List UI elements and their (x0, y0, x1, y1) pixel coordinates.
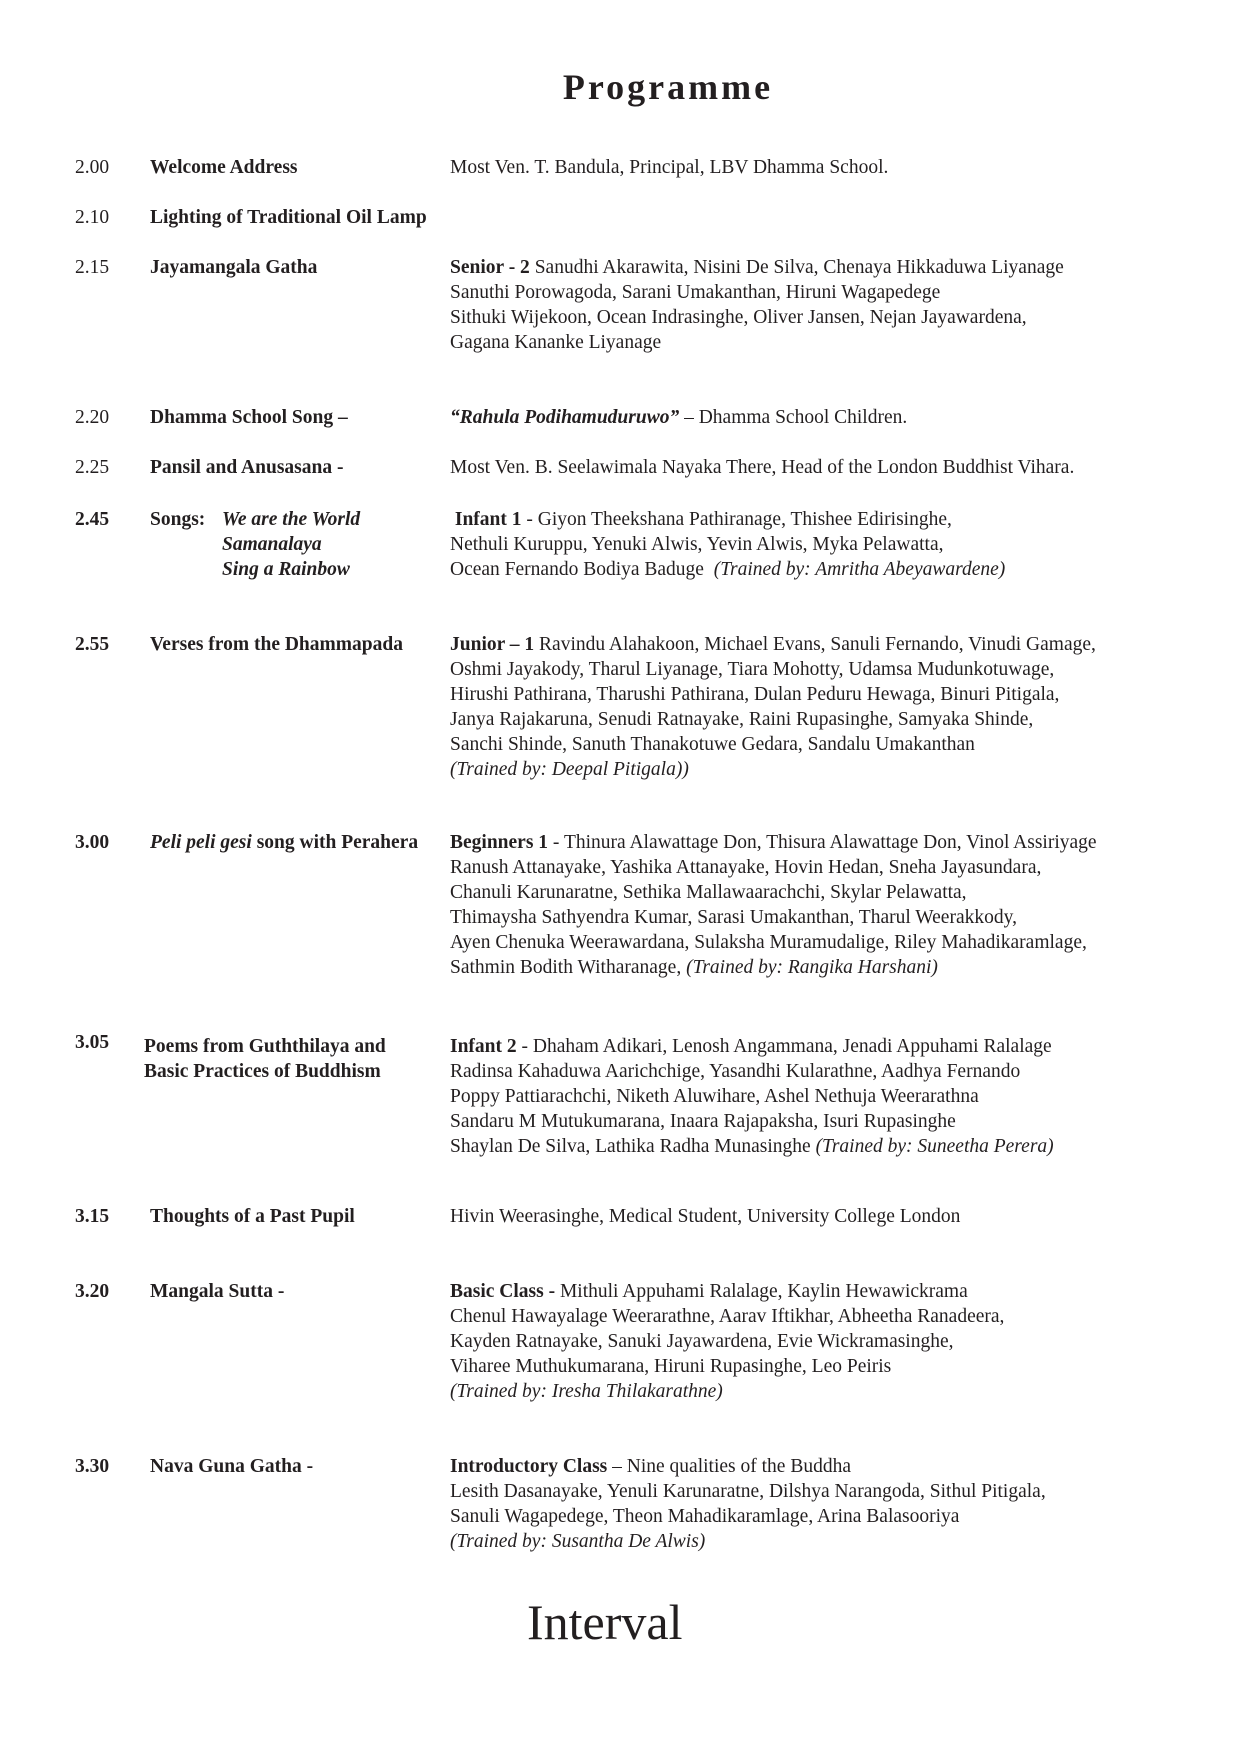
song-title: We are the World (222, 509, 361, 530)
item-detail (450, 455, 1074, 480)
detail-line: Ayen Chenuka Weerawardana, Sulaksha Muramudalige, Riley Mahadikaramlage, (450, 932, 1087, 953)
detail-text: – Nine qualities of the Buddha (612, 1456, 851, 1477)
song-title: “Rahula Podihamuduruwo” (450, 407, 680, 428)
detail-line (450, 1134, 1054, 1159)
detail-line: Thimaysha Sathyendra Kumar, Sarasi Umakanthan, Tharul Weerakkody, (450, 907, 1017, 928)
page-title: Programme (562, 67, 774, 107)
detail-line: Gagana Kananke Liyanage (450, 332, 662, 353)
trainer-credit: (Trained by: Suneetha Perera) (815, 1136, 1054, 1157)
item-detail (450, 255, 1064, 355)
trainer-credit: (Trained by: Iresha Thilakarathne) (450, 1381, 723, 1402)
detail-text: Ocean Fernando Bodiya Baduge (450, 559, 704, 580)
detail-text: - Giyon Theekshana Pathiranage, Thishee Edirisinghe, (526, 509, 952, 530)
item-name: Verses from the Dhammapada (150, 634, 403, 655)
detail-text: Mithuli Appuhami Ralalage, Kaylin Hewawickrama (559, 1281, 968, 1302)
detail-text: Shaylan De Silva, Lathika Radha Munasinghe (450, 1136, 811, 1157)
item-name: Lighting of Traditional Oil Lamp (150, 207, 427, 228)
item-name: Mangala Sutta - (150, 1281, 285, 1302)
item-time: 2.55 (75, 634, 110, 655)
detail-line: Sithuki Wijekoon, Ocean Indrasinghe, Oliver Jansen, Nejan Jayawardena, (450, 307, 1027, 328)
item-name: Dhamma School Song – (150, 407, 348, 428)
item-time: 3.15 (75, 1206, 110, 1227)
detail-line (450, 255, 1064, 280)
item-time: 3.05 (75, 1032, 110, 1053)
item-detail (450, 507, 1005, 582)
item-detail (450, 830, 1097, 980)
item-detail (450, 155, 888, 180)
detail-line: Most Ven. B. Seelawimala Nayaka There, Head of the London Buddhist Vihara. (450, 457, 1075, 478)
item-detail (450, 405, 907, 430)
item-name: Thoughts of a Past Pupil (150, 1206, 355, 1227)
detail-line: Janya Rajakaruna, Senudi Ratnayake, Raini Rupasinghe, Samyaka Shinde, (450, 709, 1034, 730)
detail-line: Lesith Dasanayake, Yenuli Karunaratne, Dilshya Narangoda, Sithul Pitigala, (450, 1481, 1046, 1502)
detail-text: - Dhaham Adikari, Lenosh Angammana, Jenadi Appuhami Ralalage (521, 1036, 1052, 1057)
detail-text: – Dhamma School Children. (684, 407, 908, 428)
trainer-credit: (Trained by: Susantha De Alwis) (450, 1531, 706, 1552)
item-name: Jayamangala Gatha (150, 257, 318, 278)
item-time: 2.00 (75, 157, 110, 178)
detail-line: Hivin Weerasinghe, Medical Student, University College London (450, 1206, 961, 1227)
class-label: Senior - 2 (450, 257, 530, 278)
item-detail (450, 1454, 1046, 1554)
detail-line (450, 557, 1005, 582)
songs-list (222, 507, 360, 582)
detail-line (450, 955, 1097, 980)
detail-text: - Thinura Alawattage Don, Thisura Alawattage Don, Vinol Assiriyage (552, 832, 1097, 853)
item-name-line: Poems from Guththilaya and (144, 1036, 386, 1057)
detail-line: Sanuli Wagapedege, Theon Mahadikaramlage, Arina Balasooriya (450, 1506, 960, 1527)
trainer-credit: (Trained by: Rangika Harshani) (686, 957, 938, 978)
detail-line (450, 830, 1097, 855)
item-name (150, 830, 418, 855)
detail-line (450, 1034, 1054, 1059)
item-detail (450, 1034, 1054, 1159)
detail-line (450, 1454, 1046, 1479)
item-name: Welcome Address (150, 157, 298, 178)
detail-line (450, 405, 907, 430)
item-name: Songs: (150, 509, 206, 530)
detail-line: Nethuli Kuruppu, Yenuki Alwis, Yevin Alwis, Myka Pelawatta, (450, 534, 944, 555)
detail-line: Poppy Pattiarachchi, Niketh Aluwihare, Ashel Nethuja Weerarathna (450, 1086, 979, 1107)
detail-text: Ravindu Alahakoon, Michael Evans, Sanuli Fernando, Vinudi Gamage, (539, 634, 1096, 655)
detail-line: Radinsa Kahaduwa Aarichchige, Yasandhi Kularathne, Aadhya Fernando (450, 1061, 1021, 1082)
trainer-credit: (Trained by: Amritha Abeyawardene) (713, 559, 1006, 580)
detail-line: Viharee Muthukumarana, Hiruni Rupasinghe, Leo Peiris (450, 1356, 892, 1377)
detail-line: Ranush Attanayake, Yashika Attanayake, Hovin Hedan, Sneha Jayasundara, (450, 857, 1042, 878)
class-label: Introductory Class (450, 1456, 608, 1477)
item-detail (450, 1204, 960, 1229)
item-time: 2.10 (75, 207, 110, 228)
song-title: Sing a Rainbow (222, 559, 350, 580)
trainer-credit: (Trained by: Deepal Pitigala)) (450, 759, 689, 780)
detail-line: Sanchi Shinde, Sanuth Thanakotuwe Gedara, Sandalu Umakanthan (450, 734, 975, 755)
class-label: Basic Class - (450, 1281, 556, 1302)
item-time: 3.20 (75, 1281, 110, 1302)
item-time: 2.45 (75, 509, 110, 530)
song-title: Peli peli gesi (150, 832, 252, 853)
detail-line (450, 632, 1096, 657)
item-detail (450, 1279, 1004, 1404)
detail-line (450, 507, 1005, 532)
detail-line: Chenul Hawayalage Weerarathne, Aarav Iftikhar, Abheetha Ranadeera, (450, 1306, 1005, 1327)
detail-line: Most Ven. T. Bandula, Principal, LBV Dhamma School. (450, 157, 889, 178)
class-label: Beginners 1 (450, 832, 549, 853)
detail-text: Sathmin Bodith Witharanage, (450, 957, 682, 978)
class-label: Infant 1 (454, 509, 522, 530)
detail-line: Sanuthi Porowagoda, Sarani Umakanthan, Hiruni Wagapedege (450, 282, 941, 303)
item-name-line: Basic Practices of Buddhism (144, 1061, 381, 1082)
item-name-rest: song with Perahera (251, 832, 419, 853)
item-time: 2.25 (75, 457, 110, 478)
class-label: Junior – 1 (450, 634, 535, 655)
detail-line (450, 1279, 1004, 1304)
detail-line: Kayden Ratnayake, Sanuki Jayawardena, Evie Wickramasinghe, (450, 1331, 954, 1352)
interval-heading: Interval (527, 1594, 683, 1650)
detail-text: Sanudhi Akarawita, Nisini De Silva, Chenaya Hikkaduwa Liyanage (534, 257, 1064, 278)
song-title: Samanalaya (222, 534, 322, 555)
item-time: 3.30 (75, 1456, 110, 1477)
item-time: 2.15 (75, 257, 110, 278)
detail-line: Sandaru M Mutukumarana, Inaara Rajapaksha, Isuri Rupasinghe (450, 1111, 956, 1132)
detail-line: Chanuli Karunaratne, Sethika Mallawaarachchi, Skylar Pelawatta, (450, 882, 967, 903)
item-detail (450, 632, 1096, 782)
item-time: 2.20 (75, 407, 110, 428)
detail-line: Hirushi Pathirana, Tharushi Pathirana, Dulan Peduru Hewaga, Binuri Pitigala, (450, 684, 1060, 705)
item-time: 3.00 (75, 832, 110, 853)
detail-line: Oshmi Jayakody, Tharul Liyanage, Tiara Mohotty, Udamsa Mudunkotuwage, (450, 659, 1055, 680)
item-name (144, 1034, 386, 1084)
class-label: Infant 2 (450, 1036, 517, 1057)
item-name: Nava Guna Gatha - (150, 1456, 314, 1477)
item-name: Pansil and Anusasana - (150, 457, 344, 478)
